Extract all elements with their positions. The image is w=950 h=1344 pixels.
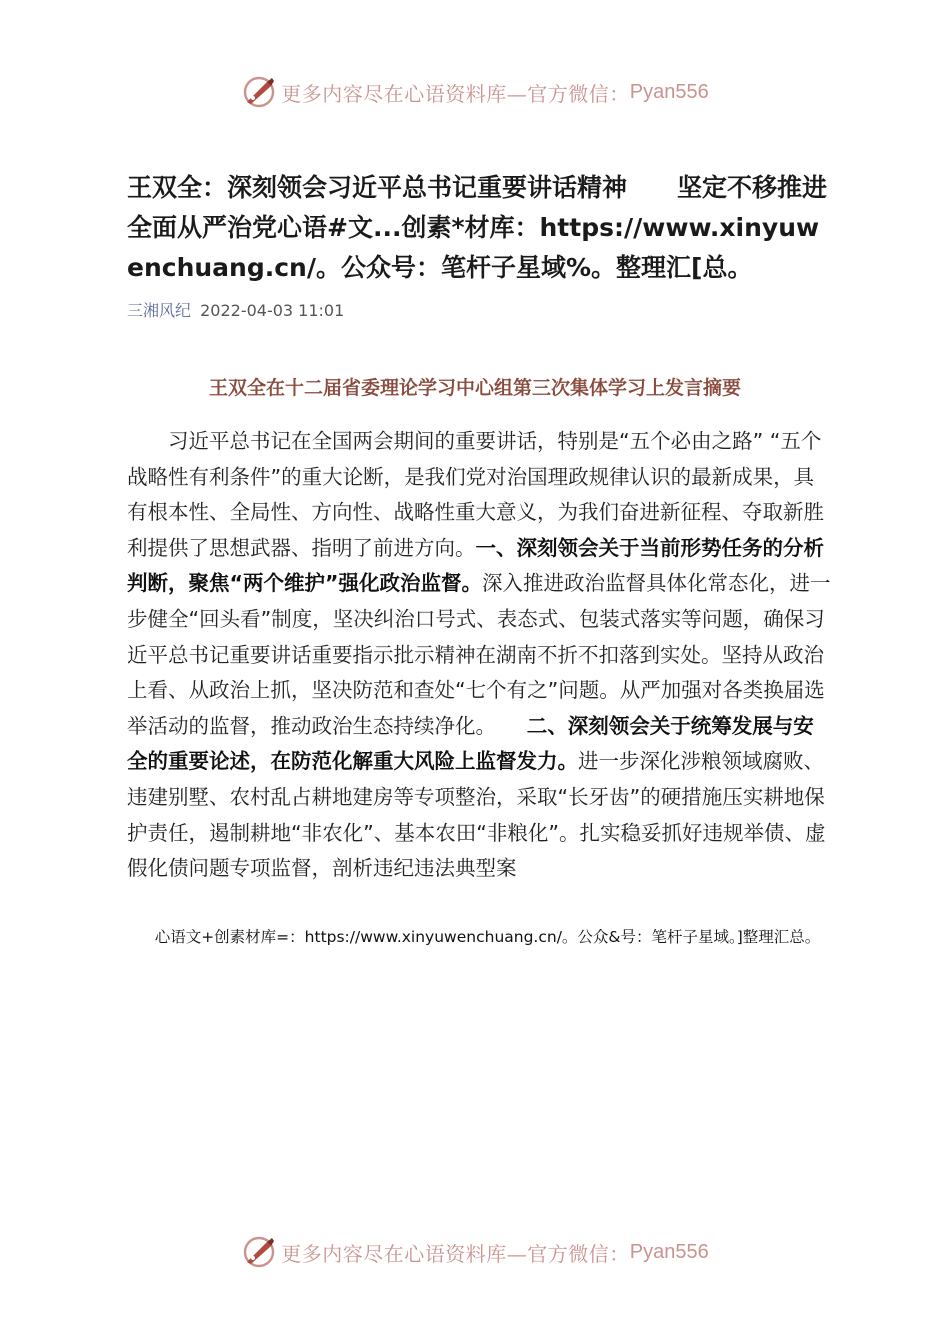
bottom-watermark-banner (0, 1232, 950, 1272)
banner-wechat-id: Pyan556 (629, 1240, 709, 1263)
footer-source-note: 心语文+创素材库=：https://www.xinyuwenchuang.cn/。公众&号：笔杆子星域。]整理汇总。 (154, 928, 821, 946)
article-subtitle: 王双全在十二届省委理论学习中心组第三次集体学习上发言摘要 (208, 377, 741, 399)
article-title: 王双全：深刻领会习近平总书记重要讲话精神 坚定不移推进全面从严治党心语#文...创素*材库：https://www.xinyuwenchuang.cn/。公众号：笔杆子星域%。整理汇[总。 (127, 173, 828, 282)
article-body (127, 424, 833, 919)
banner-text: 更多内容尽在心语资料库—官方微信： (281, 81, 630, 106)
top-watermark-banner (0, 72, 950, 112)
section-heading-1: 一、深刻领会关于当前形势任务的分析判断，聚焦“两个维护”强化政治监督。 (127, 535, 824, 596)
pen-nib-logo-icon (241, 74, 277, 110)
body-paragraph-2: 进一步深化涉粮领域腐败、违建别墅、农村乱占耕地建房等专项整治，采取“长牙齿”的硬措施压实耕地保护责任，遏制耕地“非农化”、基本农田“非粮化”。扎实稳妥抓好违规举债、虚假化债问题专项监督，剖析违纪违法典型案 (127, 749, 826, 881)
banner-text: 更多内容尽在心语资料库—官方微信： (281, 1241, 630, 1266)
body-paragraph-1: 深入推进政治监督具体化常态化，进一步健全“回头看”制度，坚决纠治口号式、表态式、包装式落实等问题，确保习近平总书记重要讲话重要指示批示精神在湖南不折不扣落到实处。坚持从政治上看、从政治上抓，坚决防范和查处“七个有之”问题。从严加强对各类换届选举活动的监督，推动政治生态持续净化。 (127, 571, 831, 738)
pen-nib-logo-icon (241, 1234, 277, 1270)
banner-wechat-id: Pyan556 (629, 80, 709, 103)
article-meta (127, 300, 344, 322)
body-paragraph-intro: 习近平总书记在全国两会期间的重要讲话，特别是“五个必由之路” “五个战略性有利条件”的重大论断，是我们党对治国理政规律认识的最新成果，具有根本性、全局性、方向性、战略性重大意义，为我们奋进新征程、夺取新胜利提供了思想武器、指明了前进方向。 (127, 429, 824, 560)
article-source-link[interactable]: 三湘风纪 (127, 301, 192, 320)
article-date: 2022-04-03 11:01 (200, 301, 345, 320)
section-heading-2: 二、深刻领会关于统筹发展与安全的重要论述，在防范化解重大风险上监督发力。 (127, 713, 814, 774)
